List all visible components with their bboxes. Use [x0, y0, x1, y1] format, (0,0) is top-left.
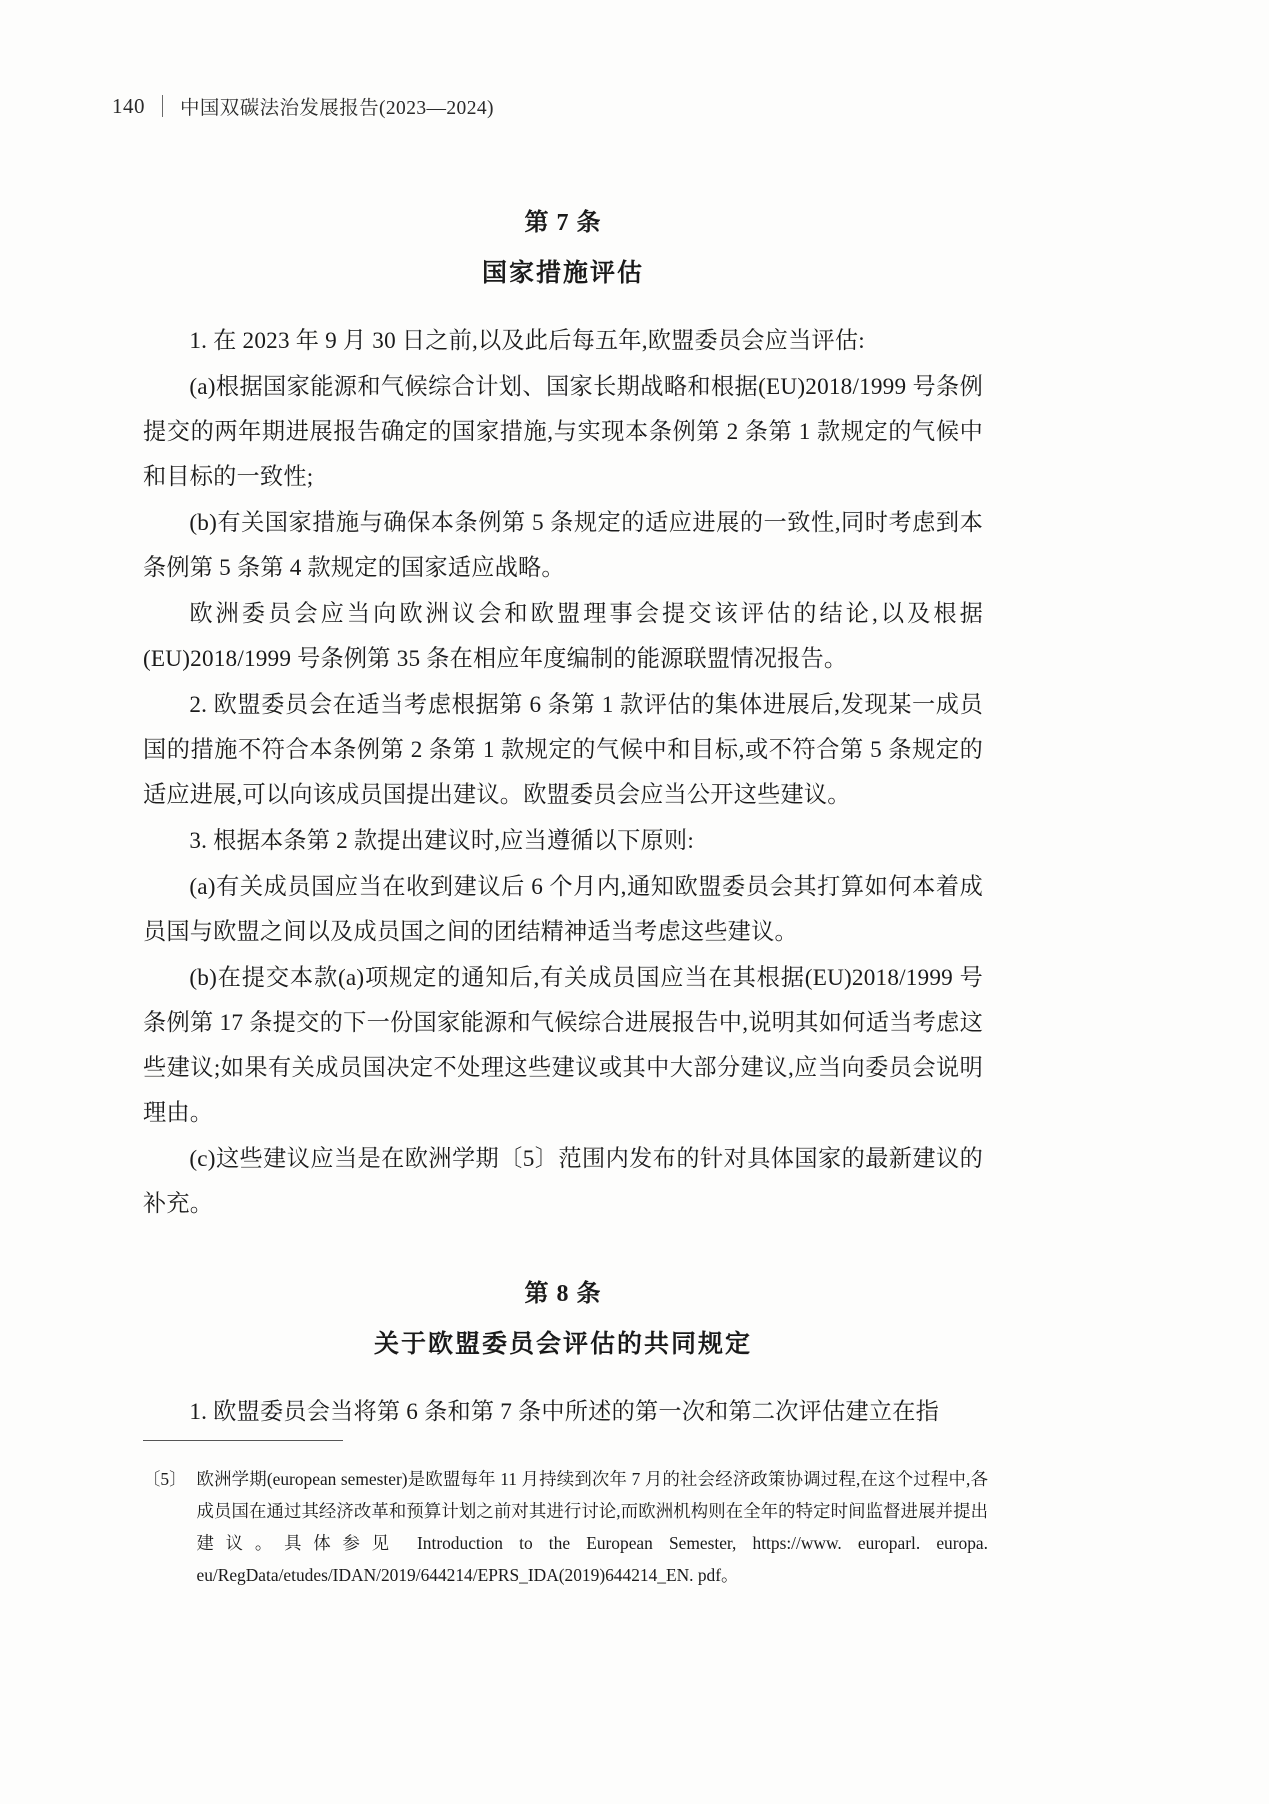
footnote-rule	[143, 1440, 343, 1441]
article-title: 关于欧盟委员会评估的共同规定	[373, 1331, 752, 1358]
paragraph: (a)有关成员国应当在收到建议后 6 个月内,通知欧盟委员会其打算如何本着成员国与欧盟之间以及成员国之间的团结精神适当考虑这些建议。	[143, 874, 983, 945]
header-divider	[162, 95, 163, 117]
article-8	[143, 1273, 983, 1435]
article-number: 第 8 条	[524, 1281, 602, 1307]
body-column	[143, 196, 983, 1436]
page-number: 140	[112, 93, 145, 118]
paragraph: 欧洲委员会应当向欧洲议会和欧盟理事会提交该评估的结论,以及根据(EU)2018/1999 号条例第 35 条在相应年度编制的能源联盟情况报告。	[143, 601, 983, 672]
paragraph: 1. 在 2023 年 9 月 30 日之前,以及此后每五年,欧盟委员会应当评估:	[189, 328, 865, 354]
article-number: 第 7 条	[524, 210, 602, 236]
paragraph: 1. 欧盟委员会当将第 6 条和第 7 条中所述的第一次和第二次评估建立在指	[189, 1399, 939, 1425]
paragraph: 2. 欧盟委员会在适当考虑根据第 6 条第 1 款评估的集体进展后,发现某一成员国的措施不符合本条例第 2 条第 1 款规定的气候中和目标,或不符合第 5 条规定的适应进展,可以向该成员国提出建议。欧盟委员会应当公开这些建议。	[143, 692, 983, 808]
book-title: 中国双碳法治发展报告(2023—2024)	[180, 98, 494, 119]
footnote-text: 欧洲学期(european semester)是欧盟每年 11 月持续到次年 7 月的社会经济政策协调过程,在这个过程中,各成员国在通过其经济改革和预算计划之前对其进行讨论,而欧洲机构则在全年的特定时间监督进展并提出建议。具体参见 Introduction to the European Semester, https://www. europarl. europa. eu/RegData/etudes/IDAN/2019/644214/EPRS_IDA(2019)644214_EN. pdf。	[196, 1469, 988, 1585]
paragraph: (b)在提交本款(a)项规定的通知后,有关成员国应当在其根据(EU)2018/1999 号条例第 17 条提交的下一份国家能源和气候综合进展报告中,说明其如何适当考虑这些建议;如果有关成员国决定不处理这些建议或其中大部分建议,应当向委员会说明理由。	[143, 965, 983, 1126]
paragraph: (a)根据国家能源和气候综合计划、国家长期战略和根据(EU)2018/1999 号条例提交的两年期进展报告确定的国家措施,与实现本条例第 2 条第 1 款规定的气候中和目标的一致性;	[143, 374, 983, 490]
article-7	[143, 202, 983, 1227]
footnote-marker: 〔5〕	[143, 1469, 187, 1489]
running-head	[112, 92, 494, 120]
paragraph: (b)有关国家措施与确保本条例第 5 条规定的适应进展的一致性,同时考虑到本条例第 5 条第 4 款规定的国家适应战略。	[143, 510, 983, 581]
footnote	[143, 1463, 988, 1591]
paragraph: (c)这些建议应当是在欧洲学期〔5〕范围内发布的针对具体国家的最新建议的补充。	[143, 1146, 983, 1217]
footnote-area	[143, 1440, 988, 1591]
article-title: 国家措施评估	[481, 260, 644, 287]
paragraph: 3. 根据本条第 2 款提出建议时,应当遵循以下原则:	[189, 828, 694, 854]
